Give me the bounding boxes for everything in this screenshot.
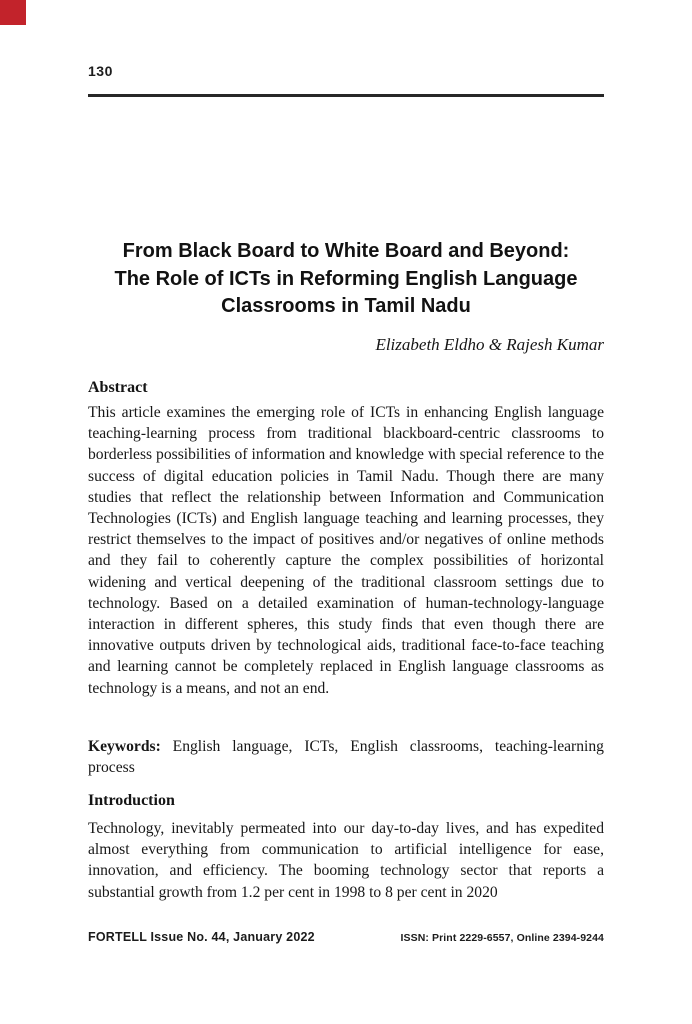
red-corner-marker <box>0 0 26 25</box>
keywords-label: Keywords: <box>88 738 161 755</box>
introduction-heading: Introduction <box>88 792 175 809</box>
introduction-text: Technology, inevitably permeated into our day-to-day lives, and has expedited almost everything from communication to artificial intelligence for ease, innovation, and efficiency. The booming technology sector that reports a substantial growth from 1.2 per cent in 1998 to 8 per cent in 2020 <box>88 820 604 901</box>
header-rule <box>88 94 604 97</box>
footer-issn: ISSN: Print 2229-6557, Online 2394-9244 <box>400 932 604 944</box>
abstract-text: This article examines the emerging role of ICTs in enhancing English language teaching-learning process from traditional blackboard-centric classrooms to borderless possibilities of information and knowledge with special reference to the success of digital education policies in Tamil Nadu. Though there are many studies that reflect the relationship between Information and Communication Technologies (ICTs) and English language teaching and learning processes, they restrict themselves to the impact of positives and/or negatives of online methods and they fail to coherently capture the complex possibilities of horizontal widening and vertical deepening of the traditional classroom settings due to technology. Based on a detailed examination of human-technology-language interaction in different spheres, this study finds that even though there are innovative outputs driven by technological aids, traditional face-to-face teaching and learning cannot be completely replaced in English language classrooms as technology is a means, and not an end. <box>88 404 604 697</box>
title-line-1: From Black Board to White Board and Beyond: <box>122 240 570 262</box>
footer-issue: FORTELL Issue No. 44, January 2022 <box>88 930 315 944</box>
keywords-paragraph <box>88 736 604 778</box>
article-authors: Elizabeth Eldho & Rajesh Kumar <box>375 335 604 354</box>
abstract-heading: Abstract <box>88 379 148 396</box>
title-line-3: Classrooms in Tamil Nadu <box>221 295 471 317</box>
title-line-2: The Role of ICTs in Reforming English Language <box>114 267 578 290</box>
page-number: 130 <box>88 63 113 79</box>
article-title <box>88 238 604 321</box>
page-footer <box>88 930 604 944</box>
keywords-text: English language, ICTs, English classrooms, teaching-learning process <box>88 738 604 777</box>
